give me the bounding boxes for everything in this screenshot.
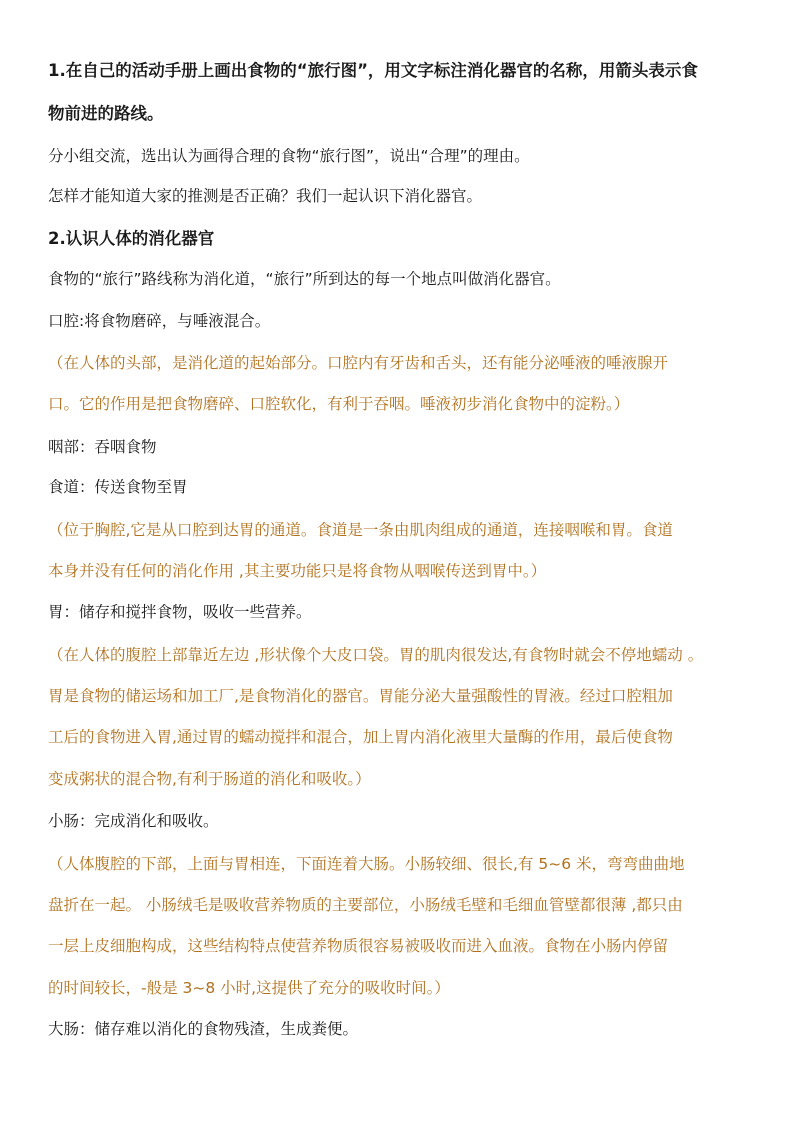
paragraph-intro: 食物的“旅行”路线称为消化道，“旅行”所到达的每一个地点叫做消化器官。 bbox=[48, 270, 561, 288]
organ-small-intestine-detail-line-3: 一层上皮细胞构成，这些结构特点使营养物质很容易被吸收而进入血液。食物在小肠内停留 bbox=[48, 937, 669, 955]
section-2-heading: 2.认识人体的消化器官 bbox=[48, 229, 215, 248]
organ-esophagus-summary: 食道：传送食物至胃 bbox=[48, 478, 188, 496]
organ-large-intestine-summary: 大肠：储存难以消化的食物残渣，生成粪便。 bbox=[48, 1020, 359, 1038]
organ-small-intestine-detail-line-1: （人体腹腔的下部，上面与胃相连，下面连着大肠。小肠较细、很长,有 5~6 米，弯弯曲曲地 bbox=[48, 855, 685, 873]
organ-stomach-detail-line-4: 变成粥状的混合物,有利于肠道的消化和吸收。） bbox=[48, 770, 371, 788]
paragraph-question: 怎样才能知道大家的推测是否正确？我们一起认识下消化器官。 bbox=[48, 187, 483, 205]
organ-mouth-summary: 口腔:将食物磨碎，与唾液混合。 bbox=[48, 312, 271, 330]
organ-mouth-detail-line-1: （在人体的头部，是消化道的起始部分。口腔内有牙齿和舌头，还有能分泌唾液的唾液腺开 bbox=[48, 354, 669, 372]
section-1-heading-line-2: 物前进的路线。 bbox=[48, 104, 164, 123]
organ-pharynx-summary: 咽部：吞咽食物 bbox=[48, 438, 157, 456]
organ-esophagus-detail-line-1: （位于胸腔,它是从口腔到达胃的通道。食道是一条由肌肉组成的通道，连接咽喉和胃。食道 bbox=[48, 521, 673, 539]
organ-stomach-summary: 胃：储存和搅拌食物，吸收一些营养。 bbox=[48, 603, 312, 621]
organ-small-intestine-summary: 小肠：完成消化和吸收。 bbox=[48, 812, 219, 830]
organ-mouth-detail-line-2: 口。它的作用是把食物磨碎、口腔软化，有利于吞咽。唾液初步消化食物中的淀粉。） bbox=[48, 395, 630, 413]
organ-esophagus-detail-line-2: 本身并没有任何的消化作用 ,其主要功能只是将食物从咽喉传送到胃中。） bbox=[48, 562, 547, 580]
section-1-heading-line-1: 1.在自己的活动手册上画出食物的“旅行图”，用文字标注消化器官的名称，用箭头表示食 bbox=[48, 61, 698, 80]
organ-stomach-detail-line-3: 工后的食物进入胃,通过胃的蠕动搅拌和混合，加上胃内消化液里大量酶的作用，最后使食物 bbox=[48, 728, 673, 746]
organ-stomach-detail-line-2: 胃是食物的储运场和加工厂,是食物消化的器官。胃能分泌大量强酸性的胃液。经过口腔粗加 bbox=[48, 687, 673, 705]
paragraph-discussion: 分小组交流，选出认为画得合理的食物“旅行图”，说出“合理”的理由。 bbox=[48, 147, 530, 165]
organ-stomach-detail-line-1: （在人体的腹腔上部靠近左边 ,形状像个大皮口袋。胃的肌肉很发达,有食物时就会不停地蠕动 。 bbox=[48, 646, 704, 664]
organ-small-intestine-detail-line-2: 盘折在一起。 小肠绒毛是吸收营养物质的主要部位，小肠绒毛壁和毛细血管壁都很薄 ,都只由 bbox=[48, 896, 683, 914]
organ-small-intestine-detail-line-4: 的时间较长，-般是 3~8 小时,这提供了充分的吸收时间。） bbox=[48, 979, 450, 997]
